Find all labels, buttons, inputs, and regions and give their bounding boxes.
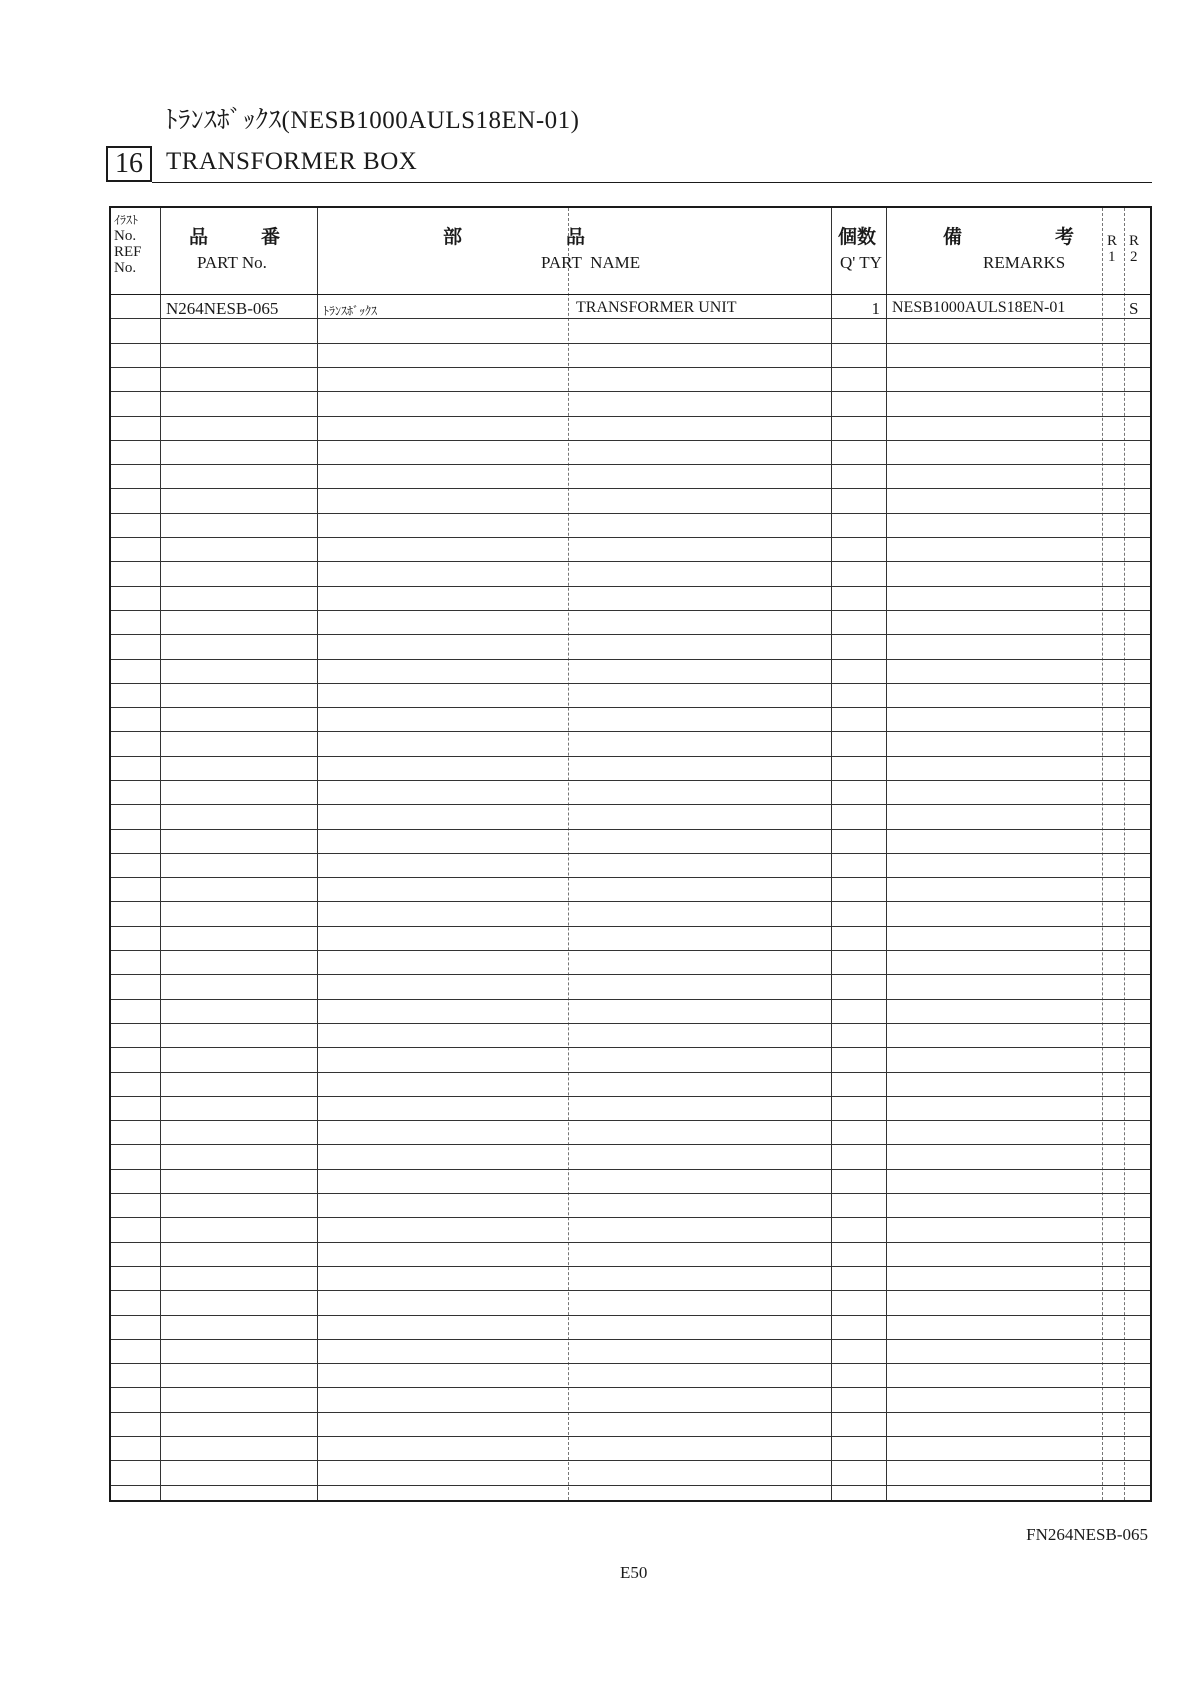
row-rule — [111, 950, 1150, 951]
row-rule — [111, 804, 1150, 805]
row-rule — [111, 1436, 1150, 1437]
row-rule — [111, 586, 1150, 587]
header-ref-jp: ｲﾗｽﾄ — [114, 213, 139, 227]
row-rule — [111, 1315, 1150, 1316]
row-rule — [111, 318, 1150, 319]
col-divider — [886, 208, 887, 1500]
header-part-name-jp-1: 部 — [443, 226, 463, 248]
col-divider — [568, 208, 569, 1500]
row-rule — [111, 1023, 1150, 1024]
header-part-no-en: PART No. — [197, 253, 267, 272]
header-r2-bottom: 2 — [1130, 249, 1138, 265]
row-rule — [111, 659, 1150, 660]
row-rule — [111, 1169, 1150, 1170]
header-r2-top: R — [1129, 233, 1140, 249]
row-rule — [111, 1072, 1150, 1073]
row-rule — [111, 1387, 1150, 1388]
row1-name-jp: ﾄﾗﾝｽﾎﾞｯｸｽ — [323, 304, 378, 318]
row-rule — [111, 416, 1150, 417]
header-remarks-jp-2: 考 — [1055, 226, 1075, 248]
row-rule — [111, 731, 1150, 732]
row-rule — [111, 513, 1150, 514]
row-rule — [111, 343, 1150, 344]
row-rule — [111, 901, 1150, 902]
section-title: TRANSFORMER BOX — [166, 148, 418, 175]
row-rule — [111, 1339, 1150, 1340]
row-rule — [111, 1242, 1150, 1243]
header-qty-en: Q' TY — [840, 253, 882, 272]
row1-r2: S — [1129, 299, 1139, 318]
row-rule — [111, 829, 1150, 830]
row-rule — [111, 974, 1150, 975]
row-rule — [111, 1047, 1150, 1048]
header-r1-bottom: 1 — [1108, 249, 1116, 265]
row-rule — [111, 999, 1150, 1000]
header-ref-no: No. — [114, 228, 137, 244]
header-qty-jp: 個数 — [838, 226, 877, 248]
col-divider — [1102, 208, 1103, 1500]
header-r1-top: R — [1107, 233, 1118, 249]
footer-code: FN264NESB-065 — [1026, 1525, 1148, 1544]
header-remarks-jp-1: 備 — [943, 226, 963, 248]
row1-remarks: NESB1000AULS18EN-01 — [892, 299, 1066, 316]
col-divider — [160, 208, 161, 1500]
document-title-jp: ﾄﾗﾝｽﾎﾞｯｸｽ(NESB1000AULS18EN-01) — [165, 107, 580, 134]
row-rule — [111, 683, 1150, 684]
col-divider — [1124, 208, 1125, 1500]
header-part-name-jp-2: 品 — [566, 226, 586, 248]
row-rule — [111, 537, 1150, 538]
row-rule — [111, 926, 1150, 927]
row-rule — [111, 1363, 1150, 1364]
header-part-no-jp-1: 品 — [189, 226, 209, 248]
section-number-box: 16 — [106, 146, 152, 182]
row-rule — [111, 464, 1150, 465]
row-rule — [111, 1266, 1150, 1267]
row-rule — [111, 1412, 1150, 1413]
header-ref-ref: REF — [114, 244, 142, 260]
title-rule — [152, 182, 1152, 183]
header-part-name-en: PART NAME — [541, 253, 641, 272]
header-part-no-jp-2: 番 — [261, 226, 281, 248]
row-rule — [111, 1144, 1150, 1145]
col-divider — [317, 208, 318, 1500]
parts-table — [109, 206, 1152, 1502]
row-rule — [111, 756, 1150, 757]
row-rule — [111, 1193, 1150, 1194]
row1-name-en: TRANSFORMER UNIT — [576, 299, 737, 316]
row-rule — [111, 707, 1150, 708]
row-rule — [111, 1485, 1150, 1486]
row-rule — [111, 391, 1150, 392]
row-rule — [111, 853, 1150, 854]
row1-part-no: N264NESB-065 — [166, 299, 279, 318]
page-number: E50 — [620, 1563, 648, 1582]
row1-qty: 1 — [871, 299, 880, 318]
col-divider — [831, 208, 832, 1500]
row-rule — [111, 780, 1150, 781]
row-rule — [111, 634, 1150, 635]
row-rule — [111, 1096, 1150, 1097]
header-remarks-en: REMARKS — [983, 253, 1066, 272]
row-rule — [111, 367, 1150, 368]
row-rule — [111, 440, 1150, 441]
row-rule — [111, 1290, 1150, 1291]
header-rule — [111, 294, 1150, 295]
row-rule — [111, 1120, 1150, 1121]
header-ref-no2: No. — [114, 260, 137, 276]
row-rule — [111, 1217, 1150, 1218]
row-rule — [111, 561, 1150, 562]
row-rule — [111, 877, 1150, 878]
row-rule — [111, 1460, 1150, 1461]
row-rule — [111, 488, 1150, 489]
row-rule — [111, 610, 1150, 611]
